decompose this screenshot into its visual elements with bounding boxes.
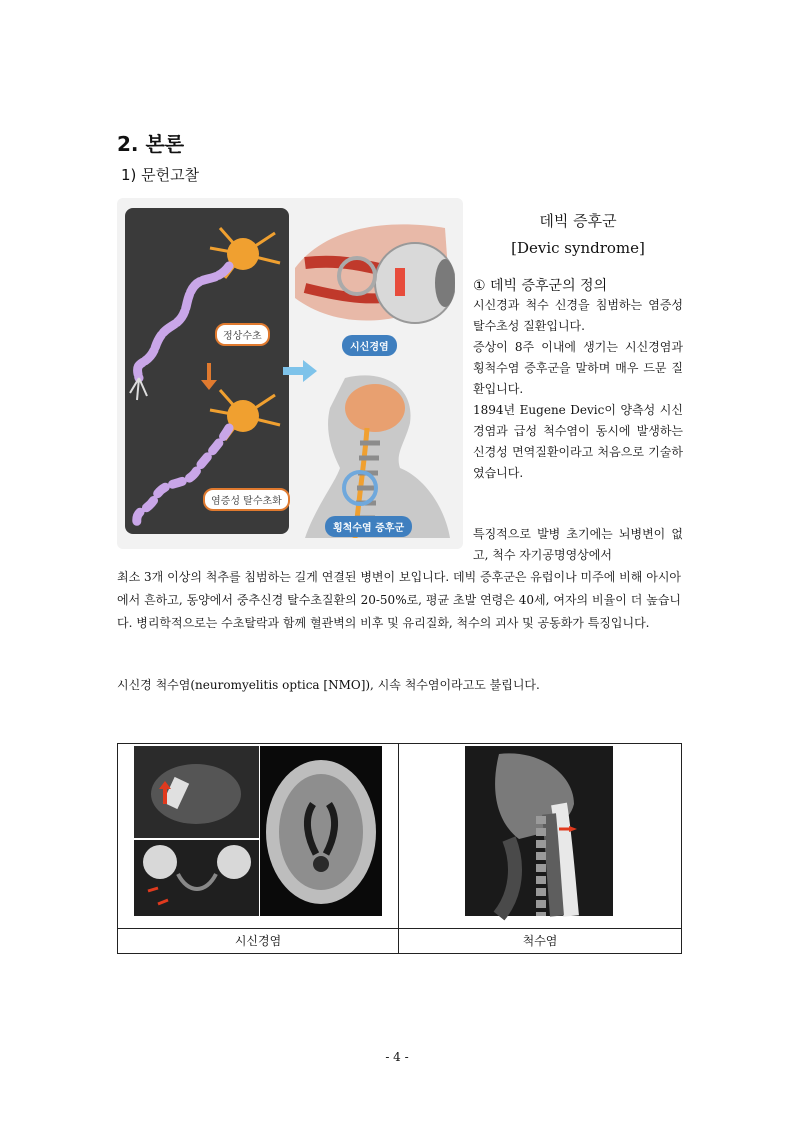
mri-cell-optic xyxy=(118,744,399,929)
devic-illustration xyxy=(117,198,463,549)
section-title: 2. 본론 xyxy=(117,132,185,156)
mri-table xyxy=(117,743,682,954)
definition-paragraph: 시신경과 척수 신경을 침범하는 염증성 탈수초성 질환입니다. xyxy=(473,298,683,333)
wrap-paragraph-start: 특징적으로 발병 초기에는 뇌병변이 없고, 척수 자기공명영상에서 xyxy=(473,527,683,562)
page-number: - 4 - xyxy=(385,1050,409,1064)
optic-neuritis-mri-image xyxy=(118,744,398,924)
syndrome-title: 데빅 증후군 xyxy=(539,212,617,230)
definition-paragraph: 1894년 Eugene Devic이 양측성 시신경염과 급성 척수염이 동시에 발생하는 신경성 면역질환이라고 처음으로 기술하였습니다. xyxy=(473,403,683,480)
label-demyelination: 염증성 탈수초화 xyxy=(203,488,290,511)
nmo-line: 시신경 척수염(neuromyelitis optica [NMO]), 시속 척수염이라고도 불립니다. xyxy=(117,678,540,692)
neuron-drawing xyxy=(125,208,289,534)
definition-paragraph: 증상이 8주 이내에 생기는 시신경염과 횡척수염 증후군을 말하며 매우 드문 질환입니다. xyxy=(473,340,683,396)
label-normal-myelin: 정상수초 xyxy=(215,323,270,346)
caption-optic-neuritis: 시신경염 xyxy=(118,929,399,954)
body-paragraph: 최소 3개 이상의 척추를 침범하는 길게 연결된 병변이 보입니다. 데빅 증후군은 유럽이나 미주에 비해 아시아에서 흔하고, 동양에서 중추신경 탈수초질환의 20-50%로, 평균 초발 연령은 40세, 여자의 비율이 더 높습니다. 병리학적으로는 수초탈락과 함께 혈관벽의 비후 및 유리질화, 척수의 괴사 및 공동화가 특징입니다. xyxy=(117,570,681,630)
sidebar-text xyxy=(473,210,683,484)
normal-neuron xyxy=(130,228,280,400)
subsection-title: 1) 문헌고찰 xyxy=(121,166,200,184)
label-optic-neuritis: 시신경염 xyxy=(342,335,397,356)
caption-myelitis: 척수염 xyxy=(399,929,682,954)
myelitis-mri-image xyxy=(399,744,681,924)
label-transverse-myelitis: 횡척수염 증후군 xyxy=(325,516,412,537)
transition-arrow xyxy=(201,363,217,390)
mri-cell-spinal xyxy=(399,744,682,929)
neuron-panel xyxy=(125,208,289,534)
spine-drawing xyxy=(305,368,455,538)
eye-drawing xyxy=(295,208,455,343)
syndrome-subtitle: [Devic syndrome] xyxy=(511,239,645,257)
definition-heading: ① 데빅 증후군의 정의 xyxy=(473,278,608,294)
